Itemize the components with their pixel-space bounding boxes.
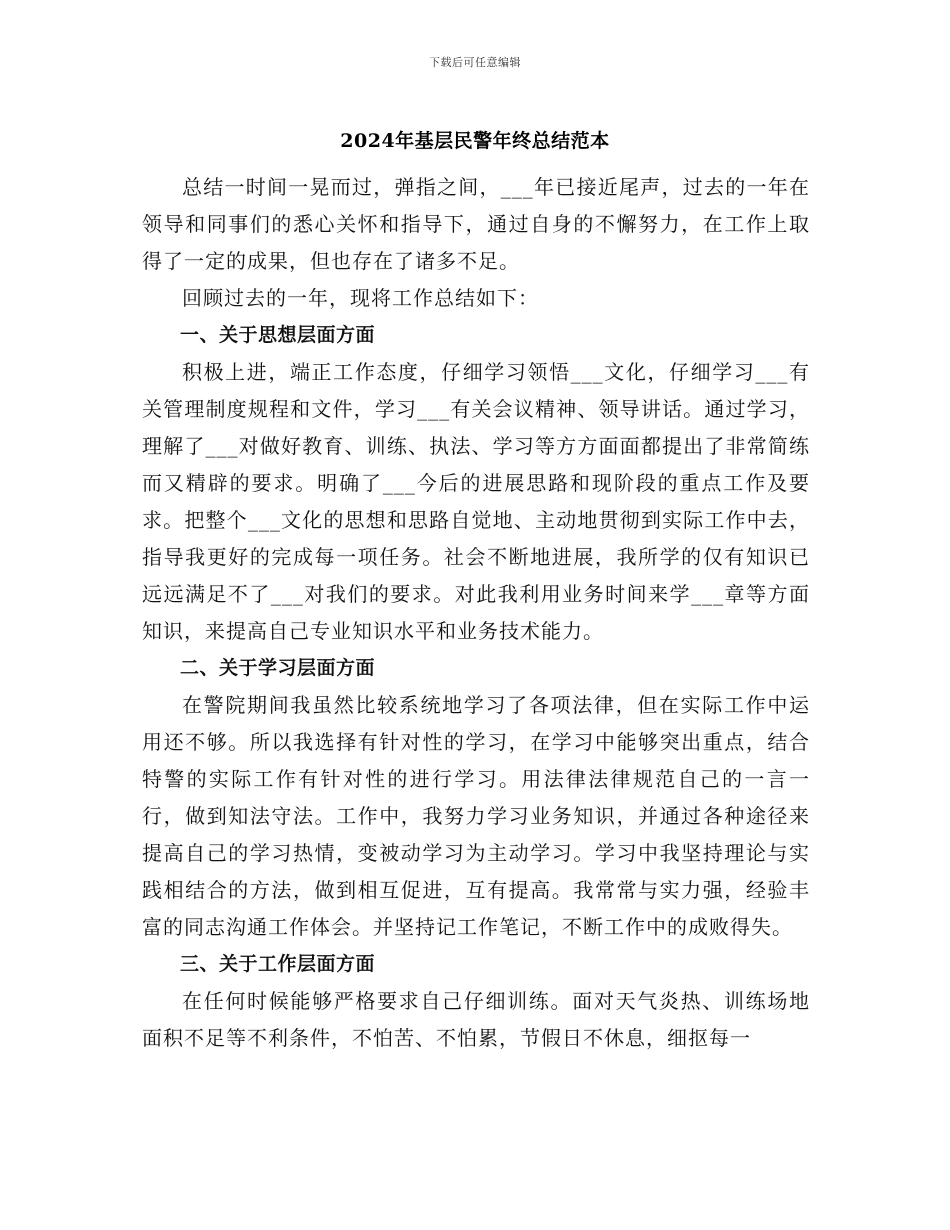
paragraph-intro: 总结一时间一晃而过，弹指之间，___年已接近尾声，过去的一年在领导和同事们的悉心关怀和指导下，通过自身的不懈努力，在工作上取得了一定的成果，但也存在了诸多不足。 xyxy=(142,175,810,273)
paragraph-review: 回顾过去的一年，现将工作总结如下： xyxy=(182,286,539,310)
paragraph-work: 在任何时候能够严格要求自己仔细训练。面对天气炎热、训练场地面积不足等不利条件，不怕苦、不怕累，节假日不休息，细抠每一 xyxy=(142,989,810,1050)
document-body xyxy=(142,169,810,1057)
section-heading-study: 二、关于学习层面方面 xyxy=(180,657,376,679)
page-header-note: 下载后可任意编辑 xyxy=(429,56,521,69)
document-title: 2024年基层民警年终总结范本 xyxy=(340,130,610,152)
section-heading-ideology: 一、关于思想层面方面 xyxy=(180,324,376,346)
paragraph-study: 在警院期间我虽然比较系统地学习了各项法律，但在实际工作中运用还不够。所以我选择有针对性的学习，在学习中能够突出重点，结合特警的实际工作有针对性的进行学习。用法律法律规范自己的一言一行，做到知法守法。工作中，我努力学习业务知识，并通过各种途径来提高自己的学习热情，变被动学习为主动学习。学习中我坚持理论与实践相结合的方法，做到相互促进，互有提高。我常常与实力强，经验丰富的同志沟通工作体会。并坚持记工作笔记，不断工作中的成败得失。 xyxy=(142,693,810,939)
section-heading-work: 三、关于工作层面方面 xyxy=(180,953,376,975)
paragraph-ideology: 积极上进，端正工作态度，仔细学习领悟___文化，仔细学习___有关管理制度规程和文件，学习___有关会议精神、领导讲话。通过学习，理解了___对做好教育、训练、执法、学习等方方面面都提出了非常简练而又精辟的要求。明确了___今后的进展思路和现阶段的重点工作及要求。把整个___文化的思想和思路自觉地、主动地贯彻到实际工作中去，指导我更好的完成每一项任务。社会不断地进展，我所学的仅有知识已远远满足不了___对我们的要求。对此我利用业务时间来学___章等方面知识，来提高自己专业知识水平和业务技术能力。 xyxy=(142,360,810,643)
